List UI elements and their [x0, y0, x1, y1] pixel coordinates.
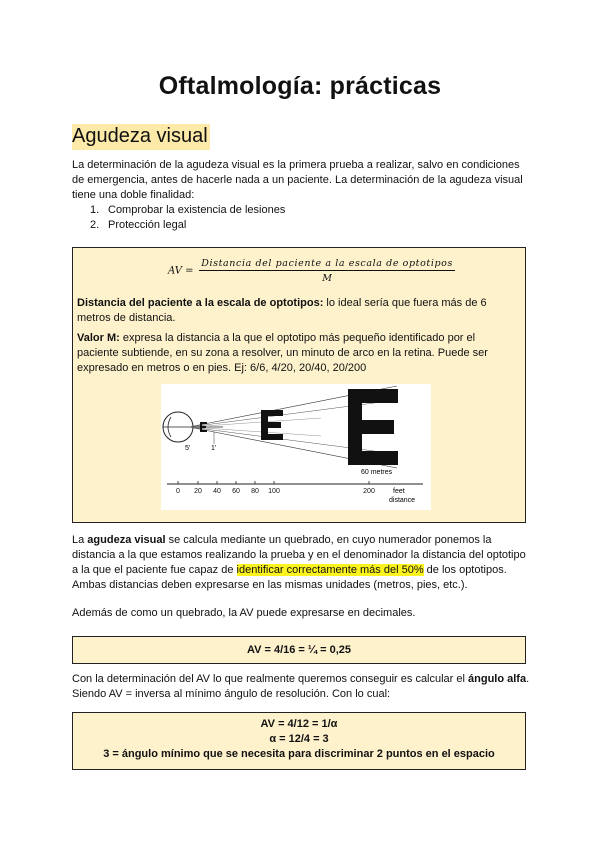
small-e-optotype: [200, 422, 207, 432]
metres-label: 60 metres: [361, 469, 393, 476]
section-heading: Agudeza visual: [72, 124, 210, 150]
list-number: 2.: [90, 219, 100, 231]
alpha-formula-content: [73, 713, 525, 762]
purpose-list: [90, 203, 285, 233]
definition-term: Valor M:: [77, 332, 120, 344]
decimal-paragraph: Además de como un quebrado, la AV puede expresarse en decimales.: [72, 607, 416, 619]
text-run: La: [72, 534, 88, 546]
formula-denominator: M: [322, 273, 332, 284]
alpha-formula-line: α = 12/4 = 3: [269, 733, 329, 745]
alpha-formula-box: [72, 712, 526, 770]
tick-label: 20: [194, 488, 202, 495]
page-title: Oftalmología: prácticas: [158, 72, 442, 100]
list-item: [90, 203, 285, 218]
distance-label: distance: [389, 497, 416, 504]
list-text: Comprobar la existencia de lesiones: [108, 204, 286, 216]
list-item: [90, 218, 285, 233]
av-decimal-box: [72, 636, 526, 664]
optotype-diagram-svg: [161, 384, 431, 510]
optotype-diagram: [161, 384, 431, 510]
text-run: se calcula mediante un quebrado, en cuyo numerador ponemos la distancia a la que estamos realizando la prueba y en el denominador la distancia del optotipo a la que el paciente fue capaz de: [72, 534, 526, 576]
list-number: 1.: [90, 204, 100, 216]
formula-numerator: Distancia del paciente a la escala de optotipos: [201, 258, 453, 269]
tick-label: 80: [251, 488, 259, 495]
alpha-angle-paragraph: [72, 672, 534, 702]
formula-fraction: [199, 258, 455, 284]
tick-label: 100: [268, 488, 280, 495]
formula-definition-box: [72, 247, 526, 523]
tick-label: 40: [213, 488, 221, 495]
angle-5-label: 5': [185, 445, 191, 452]
av-formula: [168, 258, 455, 284]
bold-term: agudeza visual: [87, 534, 166, 546]
av-decimal-formula: AV = 4/16 = ¼ = 0,25: [246, 644, 352, 656]
text-run: de los optotipos. Ambas distancias deben expresarse en las mismas unidades (metros, pies, etc.).: [72, 564, 507, 591]
text-run: Con la determinación del AV lo que realmente queremos conseguir es calcular el: [72, 673, 469, 685]
list-text: Protección legal: [108, 219, 187, 231]
medium-e-optotype: [261, 410, 283, 440]
definition-term: Distancia del paciente a la escala de optotipos:: [77, 297, 324, 309]
definition-text: expresa la distancia a la que el optotipo más pequeño identificado por el paciente subtiende, en su zona a resolver, un minuto de arco en la retina. Puede ser expresado en metros o en pies. Ej: 6/6, 4/20, 20/40, 20/200: [77, 332, 488, 374]
bold-term: ángulo alfa: [468, 673, 527, 685]
definition-text: lo ideal sería que fuera más de 6 metros de distancia.: [77, 297, 487, 324]
tick-label: 200: [363, 488, 375, 495]
intro-paragraph: La determinación de la agudeza visual es la primera prueba a realizar, salvo en condiciones de emergencia, antes de hacerle nada a un paciente. La determinación de la agudeza visual tiene una doble finalidad:: [72, 159, 523, 201]
alpha-formula-line: AV = 4/12 = 1/α: [260, 718, 338, 730]
formula-lhs: AV =: [168, 265, 194, 277]
definition-distance: [77, 296, 515, 326]
tick-label: 0: [176, 488, 180, 495]
large-e-optotype: [348, 389, 398, 465]
text-run: . Siendo AV = inversa al mínimo ángulo de resolución. Con lo cual:: [72, 673, 530, 700]
alpha-formula-line: 3 = ángulo mínimo que se necesita para discriminar 2 puntos en el espacio: [103, 748, 495, 760]
angle-1-label: 1': [211, 445, 217, 452]
tick-label: 60: [232, 488, 240, 495]
feet-label: feet: [393, 488, 405, 495]
av-calculation-paragraph: [72, 533, 534, 593]
highlighted-text: identificar correctamente más del 50%: [236, 564, 424, 576]
definition-value-m: [77, 331, 515, 376]
